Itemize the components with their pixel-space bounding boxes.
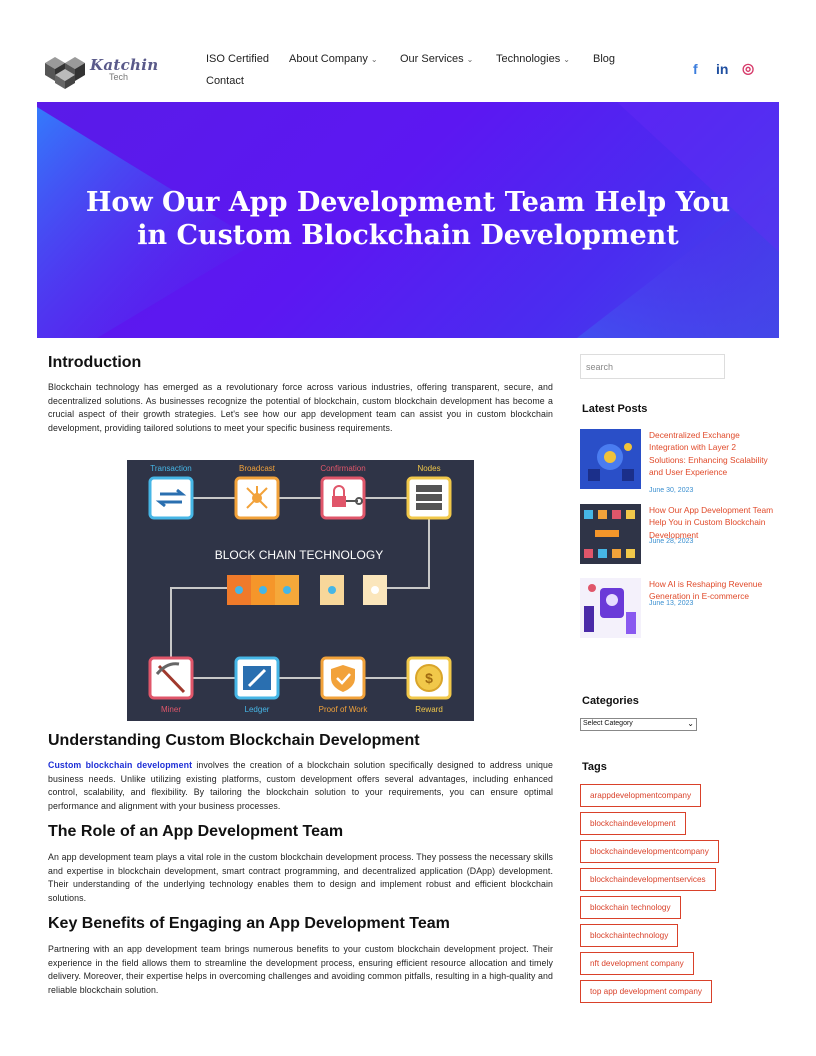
svg-text:$: $: [425, 670, 433, 686]
tag-link[interactable]: blockchain technology: [580, 896, 681, 919]
tag-link[interactable]: blockchaindevelopmentcompany: [580, 840, 719, 863]
facebook-icon[interactable]: f: [693, 61, 698, 77]
lock-icon: [322, 478, 364, 518]
tag-link[interactable]: blockchaintechnology: [580, 924, 678, 947]
custom-blockchain-link[interactable]: Custom blockchain development: [48, 760, 193, 770]
post-thumbnail[interactable]: [580, 578, 641, 638]
linkedin-icon[interactable]: in: [716, 61, 729, 77]
logo-subtitle: Tech: [109, 72, 129, 82]
post-title[interactable]: Decentralized Exchange Integration with Layer 2 Solutions: Enhancing Scalability and User Experience: [649, 430, 768, 477]
tags-heading: Tags: [582, 761, 607, 773]
tag-link[interactable]: top app development company: [580, 980, 712, 1003]
tag-link[interactable]: blockchaindevelopmentservices: [580, 868, 716, 891]
chevron-down-icon: ⌄: [563, 55, 570, 64]
tag-link[interactable]: nft development company: [580, 952, 694, 975]
chain-blocks: [227, 575, 387, 605]
latest-posts-heading: Latest Posts: [582, 403, 648, 415]
chevron-down-icon: ⌄: [466, 55, 474, 64]
intro-paragraph: Blockchain technology has emerged as a revolutionary force across various industries, offering transparent, secure, and decentralized solutions. As businesses recognize the potential of blockchain, custom blockchain development has become a crucial aspect of their growth strategies. Let's see how our app development team can assist you in custom blockchain development, providing tailored solutions to meet your specific business requirements.: [48, 382, 553, 433]
shield-check-icon: [322, 658, 364, 698]
diagram-label-broadcast: Broadcast: [238, 464, 276, 473]
nav-item-technologies[interactable]: Technologies ⌄: [496, 53, 570, 65]
instagram-icon[interactable]: ◎: [742, 60, 755, 76]
post-date: June 13, 2023: [649, 600, 694, 607]
diagram-label-miner: Miner: [160, 705, 182, 714]
broadcast-icon: [236, 478, 278, 518]
diagram-label-transaction: Transaction: [150, 464, 192, 473]
site-logo[interactable]: [43, 51, 163, 91]
post-thumbnail[interactable]: [580, 429, 641, 489]
site-header: [0, 0, 816, 102]
hero-banner: [37, 102, 779, 338]
nav-item-about-company[interactable]: About Company ⌄: [289, 53, 378, 65]
nav-item-iso-certified[interactable]: ISO Certified: [206, 53, 269, 65]
nav-item-blog[interactable]: Blog: [593, 53, 616, 65]
logo-cubes-icon: [43, 51, 89, 91]
transaction-icon: [150, 478, 192, 518]
dollar-coin-icon: [408, 658, 450, 698]
diagram-label-confirmation: Confirmation: [320, 464, 366, 473]
tag-link[interactable]: blockchaindevelopment: [580, 812, 686, 835]
page-title: How Our App Development Team Help You in Custom Blockchain Development: [85, 187, 731, 251]
nav-item-contact[interactable]: Contact: [206, 75, 244, 87]
logo-name: Katchin: [90, 56, 159, 74]
server-nodes-icon: [408, 478, 450, 518]
category-select[interactable]: Select Category ⌄: [580, 718, 697, 731]
diagram-label-reward: Reward: [415, 705, 443, 714]
section-paragraph-benefits: Partnering with an app development team brings numerous benefits to your custom blockchain development project. Their experience in the field allows them to streamline the development process, ensuring efficient resource allocation and timely delivery. Moreover, their expertise helps in overcoming challenges and avoiding common pitfalls, resulting in a high-quality and reliable blockchain solution.: [48, 944, 553, 995]
chevron-down-icon: ⌄: [687, 719, 694, 728]
post-thumbnail[interactable]: [580, 504, 641, 564]
diagram-label-proof-of-work: Proof of Work: [318, 705, 368, 714]
categories-heading: Categories: [582, 695, 639, 707]
diagram-label-ledger: Ledger: [244, 705, 270, 714]
section-paragraph-understanding: Custom blockchain development involves the creation of a blockchain solution specifically designed to address unique business needs. Unlike utilizing existing platforms, custom development offers several advantages, including enhanced control, scalability, and flexibility. By tailoring the blockchain solution to your requirements, you can ensure optimal performance and alignment with your business processes.: [48, 760, 553, 811]
section-heading-role: The Role of an App Development Team: [48, 823, 344, 840]
ledger-icon: [236, 658, 278, 698]
pickaxe-icon: [150, 658, 192, 698]
section-heading-understanding: Understanding Custom Blockchain Development: [48, 732, 420, 749]
post-title[interactable]: How AI is Reshaping Revenue Generation in E-commerce: [649, 579, 763, 602]
section-heading-benefits: Key Benefits of Engaging an App Development Team: [48, 915, 450, 932]
post-title[interactable]: How Our App Development Team Help You in Custom Blockchain Development: [649, 505, 774, 540]
chevron-down-icon: ⌄: [370, 55, 378, 64]
diagram-center-label: BLOCK CHAIN TECHNOLOGY: [214, 548, 384, 562]
blockchain-technology-diagram: [127, 460, 474, 721]
diagram-label-nodes: Nodes: [417, 464, 441, 473]
nav-item-our-services[interactable]: Our Services ⌄: [400, 53, 474, 65]
intro-heading: Introduction: [48, 354, 142, 371]
post-date: June 30, 2023: [649, 487, 694, 494]
search-input[interactable]: search: [580, 354, 725, 379]
post-date: June 28, 2023: [649, 538, 694, 545]
section-paragraph-role: An app development team plays a vital role in the custom blockchain development process. They possess the necessary skills and expertise in blockchain development, smart contract programming, and decentralized application (DApp) development. Their understanding of the underlying technology enables them to design and implement robust and efficient blockchain solutions.: [48, 852, 553, 903]
tag-link[interactable]: arappdevelopmentcompany: [580, 784, 701, 807]
